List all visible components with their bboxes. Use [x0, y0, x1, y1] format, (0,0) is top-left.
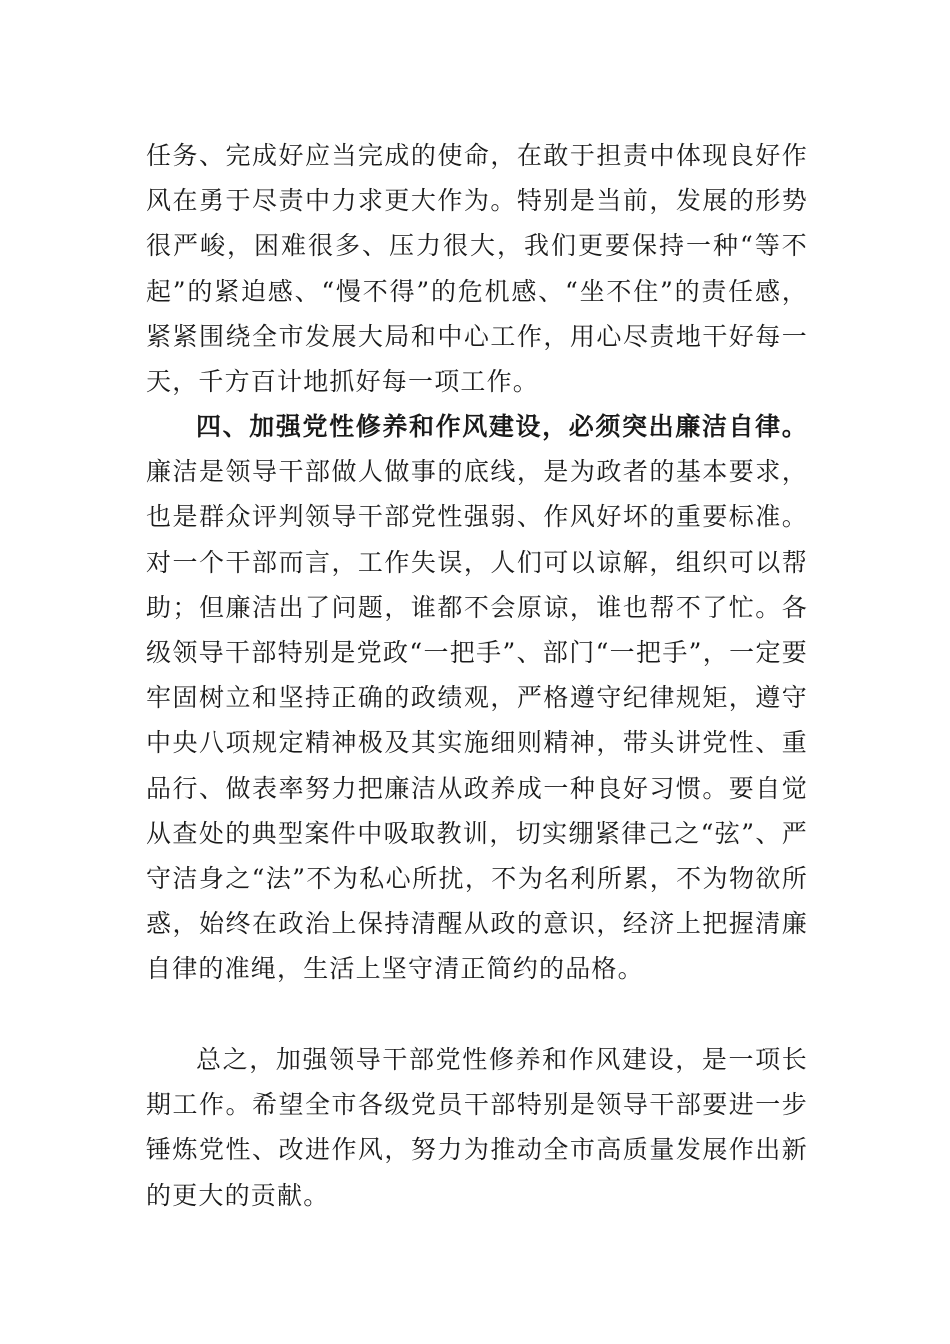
paragraph-text: 任务、完成好应当完成的使命，在敢于担责中体现良好作风在勇于尽责中力求更大作为。特别是当前，发展的形势很严峻，困难很多、压力很大，我们更要保持一种“等不起”的紧迫感、“慢不得”的危机感、“坐不住”的责任感，紧紧围绕全市发展大局和中心工作，用心尽责地干好每一天，千方百计地抓好每一项工作。: [146, 141, 808, 397]
paragraph-continuation: [146, 133, 808, 404]
section-four-body: 廉洁是领导干部做人做事的底线，是为政者的基本要求，也是群众评判领导干部党性强弱、作风好坏的重要标准。对一个干部而言，工作失误，人们可以谅解，组织可以帮助；但廉洁出了问题，谁都不会原谅，谁也帮不了忙。各级领导干部特别是党政“一把手”、部门“一把手”，一定要牢固树立和坚持正确的政绩观，严格遵守纪律规矩，遵守中央八项规定精神极及其实施细则精神，带头讲党性、重品行、做表率努力把廉洁从政养成一种良好习惯。要自觉从查处的典型案件中吸取教训，切实绷紧律己之“弦”、严守洁身之“法”不为私心所扰，不为名利所累，不为物欲所惑，始终在政治上保持清醒从政的意识，经济上把握清廉自律的准绳，生活上坚守清正简约的品格。: [146, 457, 808, 984]
section-four-heading: 四、加强党性修养和作风建设，必须突出廉洁自律。: [196, 412, 808, 441]
conclusion-paragraph: [146, 1037, 808, 1218]
section-four-text: [146, 404, 808, 992]
section-four-paragraph: [146, 404, 808, 992]
conclusion-text: 总之，加强领导干部党性修养和作风建设，是一项长期工作。希望全市各级党员干部特别是领导干部要进一步锤炼党性、改进作风，努力为推动全市高质量发展作出新的更大的贡献。: [146, 1045, 808, 1210]
